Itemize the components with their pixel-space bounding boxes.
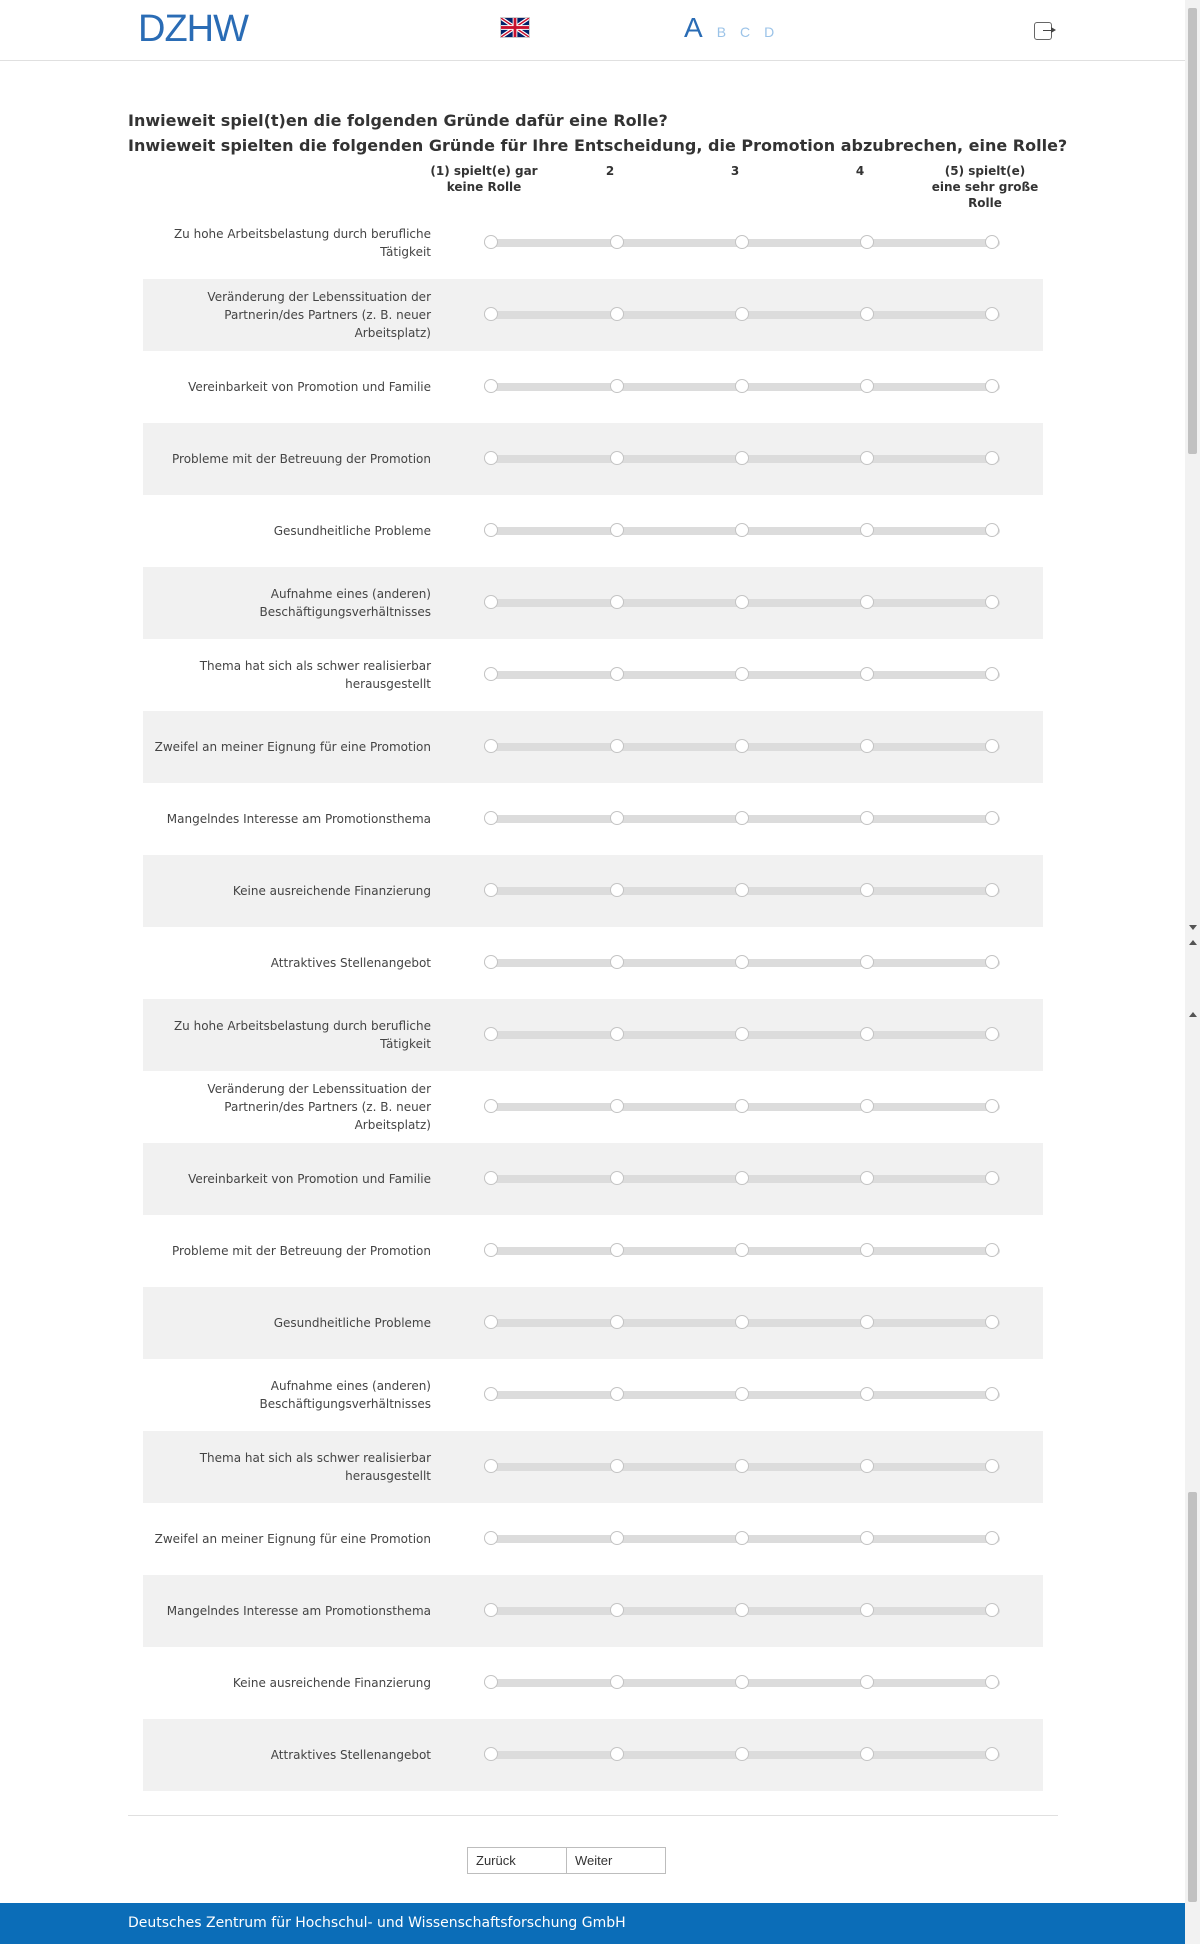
rating-option-2[interactable]: [610, 235, 624, 249]
logout-icon[interactable]: [1034, 22, 1052, 40]
question-line-1: Inwieweit spiel(t)en die folgenden Gründe dafür eine Rolle?: [128, 111, 668, 130]
question-item-row: [143, 855, 1043, 927]
question-item-row: [143, 1431, 1043, 1503]
rating-option-4[interactable]: [860, 883, 874, 897]
rating-option-2[interactable]: [610, 955, 624, 969]
rating-option-4[interactable]: [860, 1243, 874, 1257]
rating-option-2[interactable]: [610, 1315, 624, 1329]
footer-text: Deutsches Zentrum für Hochschul- und Wissenschaftsforschung GmbH: [128, 1915, 626, 1931]
rating-option-3[interactable]: [735, 1099, 749, 1113]
item-label: Mangelndes Interesse am Promotionsthema: [166, 1604, 431, 1618]
rating-option-4[interactable]: [860, 307, 874, 321]
rating-option-3[interactable]: [735, 1171, 749, 1185]
rating-option-5[interactable]: [985, 1315, 999, 1329]
rating-option-1[interactable]: [484, 1027, 498, 1041]
item-label: Attraktives Stellenangebot: [270, 1748, 431, 1762]
rating-option-2[interactable]: [610, 1459, 624, 1473]
question-item-row: [143, 1719, 1043, 1791]
item-label: Veränderung der Lebenssituation der Partnerin/des Partners (z. B. neuer Arbeitsplatz): [207, 1082, 431, 1132]
rating-option-3[interactable]: [735, 811, 749, 825]
rating-option-3[interactable]: [735, 1243, 749, 1257]
rating-option-1[interactable]: [484, 955, 498, 969]
rating-option-5[interactable]: [985, 523, 999, 537]
item-label: Gesundheitliche Probleme: [273, 524, 431, 538]
back-button[interactable]: Zurück: [467, 1847, 567, 1874]
rating-option-4[interactable]: [860, 1315, 874, 1329]
rating-option-5[interactable]: [985, 379, 999, 393]
question-item-row: [143, 567, 1043, 639]
rating-option-4[interactable]: [860, 523, 874, 537]
rating-option-1[interactable]: [484, 235, 498, 249]
question-item-row: [143, 1503, 1043, 1575]
rating-option-1[interactable]: [484, 307, 498, 321]
question-item-row: [143, 1647, 1043, 1719]
rating-option-4[interactable]: [860, 1603, 874, 1617]
rating-option-3[interactable]: [735, 451, 749, 465]
item-label: Zu hohe Arbeitsbelastung durch berufliche Tätigkeit: [173, 1019, 431, 1051]
rating-option-4[interactable]: [860, 1675, 874, 1689]
rating-option-4[interactable]: [860, 667, 874, 681]
scroll-down-icon[interactable]: [1189, 925, 1197, 930]
footer: [0, 1903, 1185, 1944]
question-item-row: [143, 495, 1043, 567]
rating-option-1[interactable]: [484, 1675, 498, 1689]
rating-option-5[interactable]: [985, 667, 999, 681]
scale-label-2: 2: [605, 164, 615, 178]
item-label: Gesundheitliche Probleme: [273, 1316, 431, 1330]
rating-option-4[interactable]: [860, 811, 874, 825]
rating-option-2[interactable]: [610, 1675, 624, 1689]
item-label: Mangelndes Interesse am Promotionsthema: [166, 812, 431, 826]
dzhw-logo[interactable]: DZHW: [138, 8, 248, 50]
rating-option-5[interactable]: [985, 1531, 999, 1545]
rating-option-2[interactable]: [610, 811, 624, 825]
rating-option-3[interactable]: [735, 739, 749, 753]
next-button[interactable]: Weiter: [566, 1847, 666, 1874]
question-item-row: [143, 711, 1043, 783]
item-label: Veränderung der Lebenssituation der Partnerin/des Partners (z. B. neuer Arbeitsplatz): [207, 290, 431, 340]
rating-option-3[interactable]: [735, 1747, 749, 1761]
rating-option-2[interactable]: [610, 1171, 624, 1185]
header: [0, 0, 1185, 61]
rating-option-3[interactable]: [735, 1315, 749, 1329]
question-item-row: [143, 1215, 1043, 1287]
scroll-up-icon[interactable]: [1189, 940, 1197, 945]
rating-option-5[interactable]: [985, 1459, 999, 1473]
question-item-row: [143, 279, 1043, 351]
rating-option-1[interactable]: [484, 1387, 498, 1401]
question-item-row: [143, 999, 1043, 1071]
rating-option-3[interactable]: [735, 667, 749, 681]
rating-option-3[interactable]: [735, 235, 749, 249]
rating-option-2[interactable]: [610, 451, 624, 465]
rating-option-5[interactable]: [985, 307, 999, 321]
rating-option-2[interactable]: [610, 1603, 624, 1617]
rating-option-2[interactable]: [610, 1387, 624, 1401]
question-item-row: [143, 1143, 1043, 1215]
rating-option-5[interactable]: [985, 1747, 999, 1761]
rating-option-1[interactable]: [484, 1531, 498, 1545]
rating-option-2[interactable]: [610, 667, 624, 681]
rating-option-2[interactable]: [610, 739, 624, 753]
rating-option-4[interactable]: [860, 739, 874, 753]
item-label: Zweifel an meiner Eignung für eine Promotion: [154, 740, 431, 754]
rating-option-1[interactable]: [484, 1603, 498, 1617]
item-label: Thema hat sich als schwer realisierbar herausgestellt: [199, 659, 431, 691]
navigation: [467, 1847, 666, 1874]
question-item-row: [143, 207, 1043, 279]
item-label: Attraktives Stellenangebot: [270, 956, 431, 970]
rating-option-1[interactable]: [484, 1459, 498, 1473]
rating-option-1[interactable]: [484, 1747, 498, 1761]
rating-option-3[interactable]: [735, 379, 749, 393]
scrollbar[interactable]: [1185, 0, 1200, 1944]
rating-option-1[interactable]: [484, 739, 498, 753]
rating-option-5[interactable]: [985, 883, 999, 897]
scale-label-3: 3: [730, 164, 740, 178]
font-size-d[interactable]: D: [764, 24, 775, 40]
question-line-2: Inwieweit spielten die folgenden Gründe für Ihre Entscheidung, die Promotion abzubrechen, eine Rolle?: [128, 136, 1068, 155]
item-label: Zu hohe Arbeitsbelastung durch berufliche Tätigkeit: [173, 227, 431, 259]
rating-option-2[interactable]: [610, 883, 624, 897]
rating-option-3[interactable]: [735, 307, 749, 321]
item-label: Vereinbarkeit von Promotion und Familie: [188, 1172, 431, 1186]
question-item-row: [143, 1575, 1043, 1647]
rating-option-2[interactable]: [610, 1243, 624, 1257]
rating-option-4[interactable]: [860, 955, 874, 969]
rating-option-5[interactable]: [985, 1675, 999, 1689]
question-item-row: [143, 783, 1043, 855]
rating-option-1[interactable]: [484, 451, 498, 465]
rating-option-3[interactable]: [735, 1675, 749, 1689]
item-label: Keine ausreichende Finanzierung: [232, 1676, 431, 1690]
rating-option-2[interactable]: [610, 523, 624, 537]
rating-option-4[interactable]: [860, 1171, 874, 1185]
rating-option-5[interactable]: [985, 1027, 999, 1041]
rating-option-4[interactable]: [860, 1099, 874, 1113]
item-label: Aufnahme eines (anderen) Beschäftigungsverhältnisses: [259, 1379, 431, 1411]
scroll-up-icon[interactable]: [1189, 1012, 1197, 1017]
font-size-a[interactable]: A: [684, 12, 703, 43]
rating-option-1[interactable]: [484, 667, 498, 681]
scrollbar-thumb[interactable]: [1188, 8, 1197, 454]
rating-option-1[interactable]: [484, 1171, 498, 1185]
rating-option-4[interactable]: [860, 451, 874, 465]
rating-option-3[interactable]: [735, 1027, 749, 1041]
rating-option-5[interactable]: [985, 1603, 999, 1617]
rating-option-1[interactable]: [484, 811, 498, 825]
rating-option-4[interactable]: [860, 379, 874, 393]
rating-option-5[interactable]: [985, 451, 999, 465]
rating-option-4[interactable]: [860, 1747, 874, 1761]
rating-option-5[interactable]: [985, 235, 999, 249]
item-list: [143, 207, 1043, 1791]
font-size-b[interactable]: B: [716, 24, 727, 40]
question-text: [128, 108, 1078, 158]
rating-option-1[interactable]: [484, 1315, 498, 1329]
rating-option-4[interactable]: [860, 235, 874, 249]
rating-option-4[interactable]: [860, 1459, 874, 1473]
rating-option-5[interactable]: [985, 739, 999, 753]
question-item-row: [143, 423, 1043, 495]
rating-option-5[interactable]: [985, 1171, 999, 1185]
item-label: Vereinbarkeit von Promotion und Familie: [188, 380, 431, 394]
question-item-row: [143, 639, 1043, 711]
rating-option-2[interactable]: [610, 1531, 624, 1545]
rating-option-1[interactable]: [484, 1243, 498, 1257]
scale-label-4: 4: [855, 164, 865, 178]
uk-flag-icon[interactable]: [500, 17, 530, 38]
rating-option-1[interactable]: [484, 523, 498, 537]
font-size-c[interactable]: C: [740, 24, 751, 40]
rating-option-4[interactable]: [860, 1027, 874, 1041]
scale-label-5: (5) spielt(e) eine sehr große Rolle: [931, 164, 1039, 210]
question-item-row: [143, 351, 1043, 423]
rating-option-3[interactable]: [735, 1387, 749, 1401]
item-label: Thema hat sich als schwer realisierbar herausgestellt: [199, 1451, 431, 1483]
rating-option-1[interactable]: [484, 595, 498, 609]
rating-option-5[interactable]: [985, 595, 999, 609]
question-item-row: [143, 927, 1043, 999]
question-item-row: [143, 1359, 1043, 1431]
rating-option-3[interactable]: [735, 595, 749, 609]
font-size-selector: [684, 12, 774, 44]
rating-option-5[interactable]: [985, 955, 999, 969]
rating-option-1[interactable]: [484, 1099, 498, 1113]
item-label: Probleme mit der Betreuung der Promotion: [172, 452, 431, 466]
question-item-row: [143, 1071, 1043, 1143]
rating-option-2[interactable]: [610, 1027, 624, 1041]
rating-option-2[interactable]: [610, 1099, 624, 1113]
item-label: Aufnahme eines (anderen) Beschäftigungsverhältnisses: [259, 587, 431, 619]
scale-label-1: (1) spielt(e) gar keine Rolle: [430, 164, 538, 194]
rating-option-4[interactable]: [860, 595, 874, 609]
rating-option-2[interactable]: [610, 595, 624, 609]
question-item-row: [143, 1287, 1043, 1359]
rating-option-3[interactable]: [735, 883, 749, 897]
item-label: Zweifel an meiner Eignung für eine Promotion: [154, 1532, 431, 1546]
rating-option-2[interactable]: [610, 1747, 624, 1761]
rating-option-2[interactable]: [610, 307, 624, 321]
rating-option-1[interactable]: [484, 883, 498, 897]
scale-header: [0, 163, 1185, 210]
rating-option-2[interactable]: [610, 379, 624, 393]
rating-option-3[interactable]: [735, 523, 749, 537]
rating-option-5[interactable]: [985, 1387, 999, 1401]
rating-option-5[interactable]: [985, 1099, 999, 1113]
rating-option-3[interactable]: [735, 1603, 749, 1617]
rating-option-3[interactable]: [735, 1459, 749, 1473]
item-label: Keine ausreichende Finanzierung: [232, 884, 431, 898]
scrollbar-thumb[interactable]: [1188, 1492, 1197, 1902]
rating-option-5[interactable]: [985, 1243, 999, 1257]
rating-option-4[interactable]: [860, 1531, 874, 1545]
rating-option-3[interactable]: [735, 1531, 749, 1545]
rating-option-4[interactable]: [860, 1387, 874, 1401]
rating-option-3[interactable]: [735, 955, 749, 969]
divider: [128, 1815, 1058, 1816]
rating-option-5[interactable]: [985, 811, 999, 825]
rating-option-1[interactable]: [484, 379, 498, 393]
item-label: Probleme mit der Betreuung der Promotion: [172, 1244, 431, 1258]
